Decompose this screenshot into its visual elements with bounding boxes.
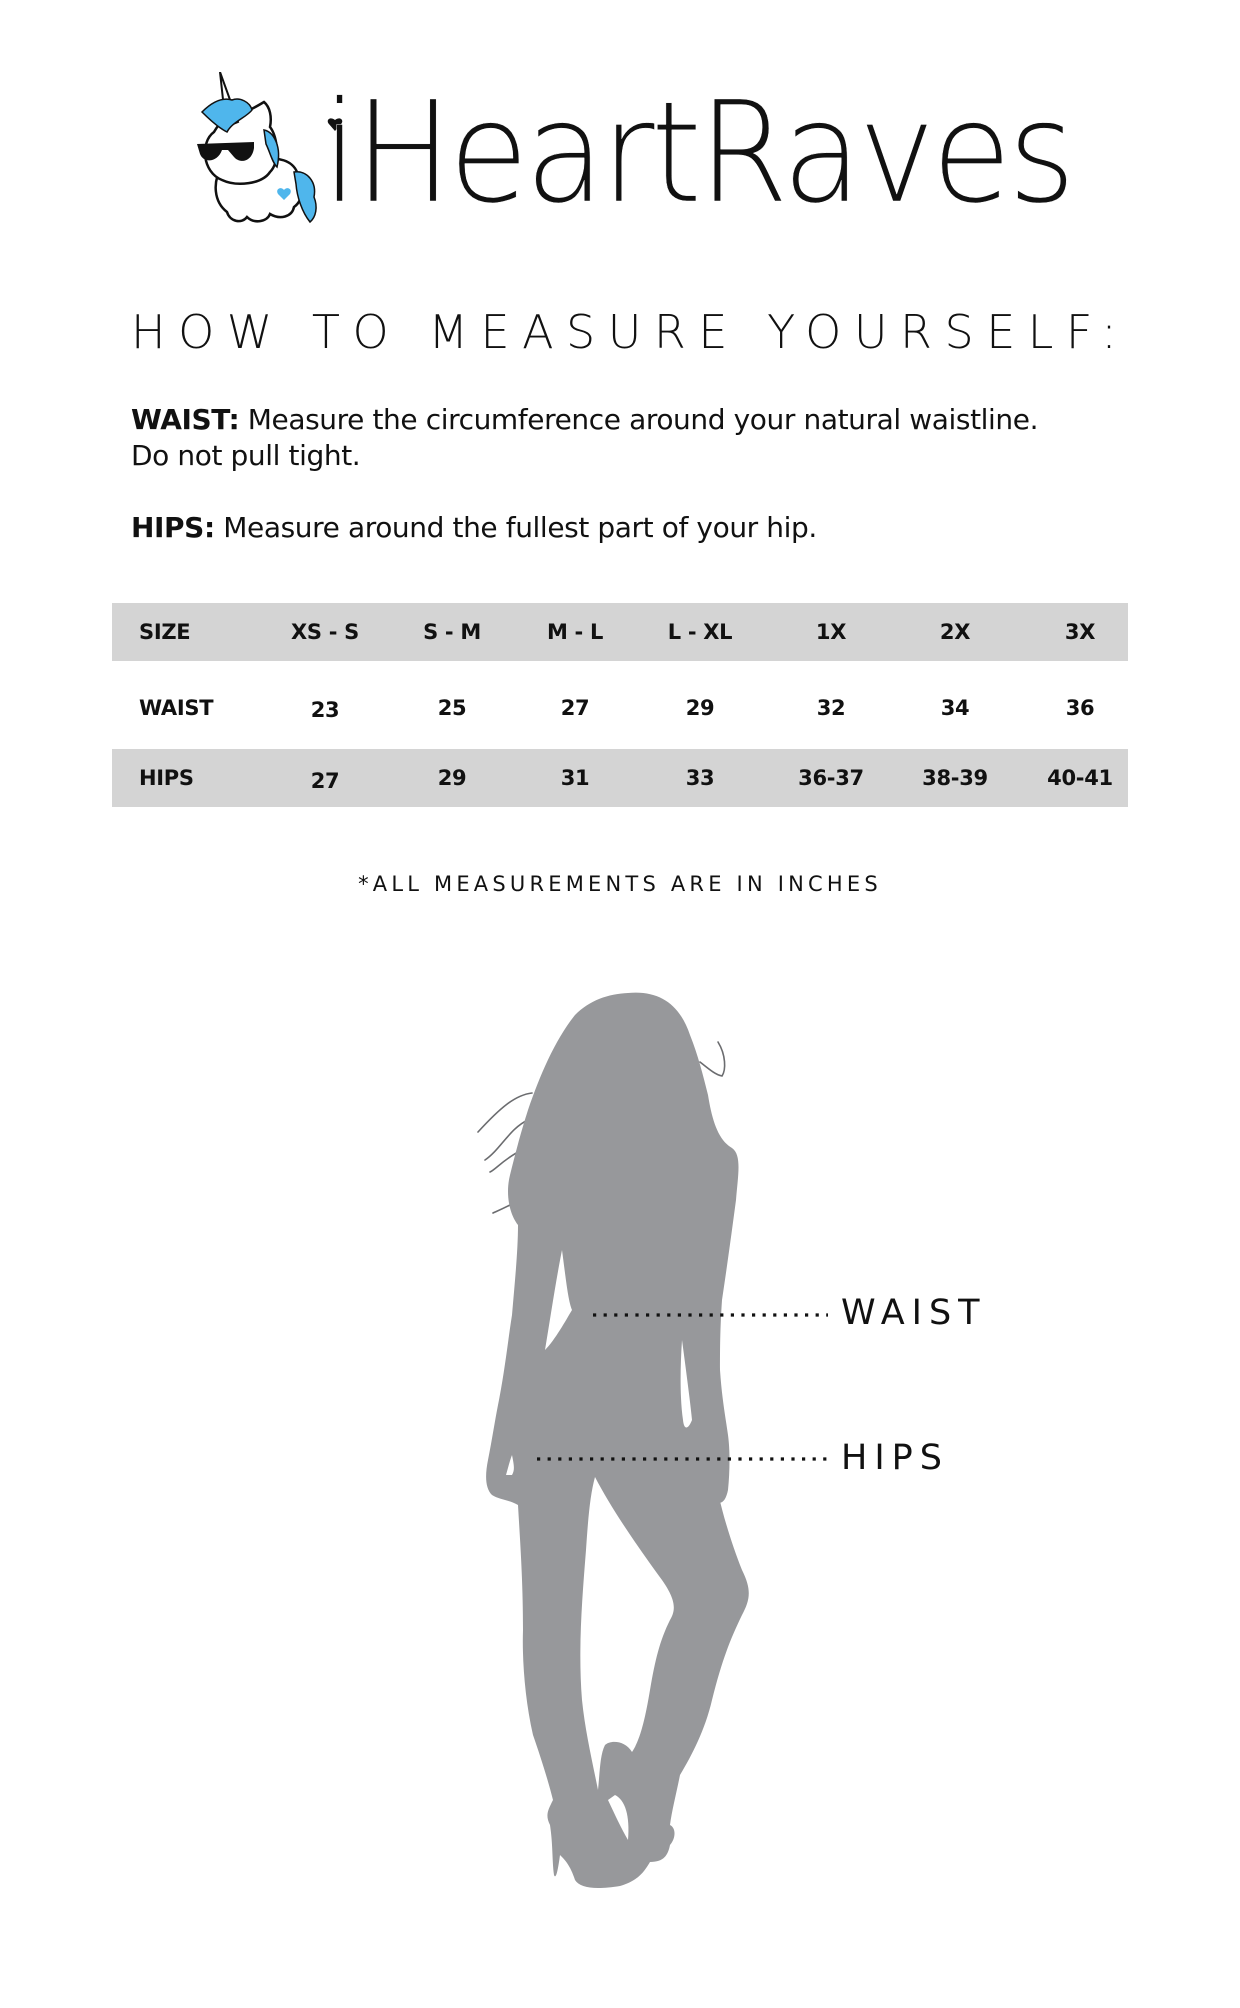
table-cell: 34 (940, 696, 970, 720)
waist-instruction-line-2: Do not pull tight. (131, 439, 361, 472)
column-header: L - XL (667, 620, 733, 644)
column-header: M - L (546, 620, 604, 644)
hips-label: HIPS: (131, 511, 215, 544)
table-cell: 32 (816, 696, 846, 720)
column-header: 2X (939, 620, 971, 644)
table-cell: 40-41 (1047, 766, 1113, 790)
column-header: S - M (423, 620, 481, 644)
table-cell: 29 (437, 766, 467, 790)
row-label-waist: WAIST (139, 696, 214, 720)
table-cell: 27 (310, 769, 340, 793)
table-cell: 31 (560, 766, 590, 790)
waist-marker-label: WAIST (841, 1293, 987, 1333)
table-cell: 36 (1065, 696, 1095, 720)
table-cell: 36-37 (798, 766, 864, 790)
brand-logo-text: iHeartRaves (322, 72, 1073, 235)
table-cell: 38-39 (922, 766, 988, 790)
hips-marker-label: HIPS (841, 1438, 949, 1478)
column-header-size: SIZE (139, 620, 191, 644)
woman-silhouette (486, 993, 749, 1888)
table-cell: 29 (685, 696, 715, 720)
units-footnote: *ALL MEASUREMENTS ARE IN INCHES (358, 872, 882, 896)
table-cell: 23 (310, 698, 340, 722)
page-title: HOW TO MEASURE YOURSELF: (131, 305, 1130, 359)
hips-instruction-text: Measure around the fullest part of your hip. (214, 511, 817, 544)
waist-label: WAIST: (131, 403, 240, 436)
column-header: XS - S (291, 620, 359, 644)
table-cell: 33 (685, 766, 715, 790)
table-cell: 27 (560, 696, 590, 720)
row-label-hips: HIPS (139, 766, 194, 790)
waist-instruction-text: Measure the circumference around your natural waistline. (239, 403, 1039, 436)
column-header: 3X (1064, 620, 1096, 644)
column-header: 1X (815, 620, 847, 644)
table-cell: 25 (437, 696, 467, 720)
